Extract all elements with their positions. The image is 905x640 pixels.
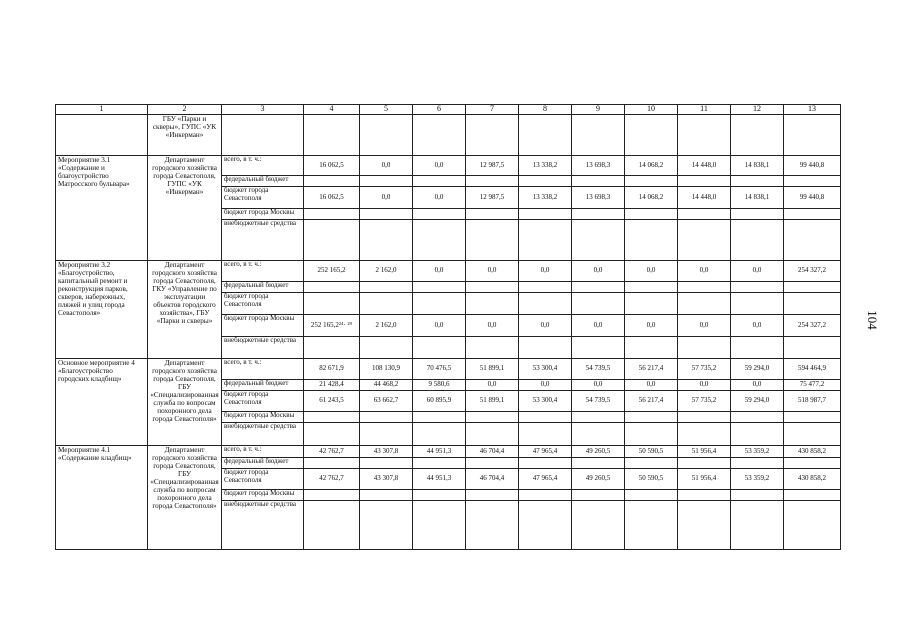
value-cell [731, 423, 784, 446]
value-cell: 43 307,8 [360, 469, 413, 490]
value-cell: 12 987,5 [466, 156, 519, 176]
value-cell: 49 260,5 [572, 469, 625, 490]
value-cell [678, 423, 731, 446]
value-cell: 42 762,7 [304, 446, 360, 458]
value-cell: 14 068,2 [625, 187, 678, 209]
value-cell [360, 490, 413, 501]
executor-cell: Департамент городского хозяйства города Севастополя, ГКУ «Управление по эксплуатации объектов городского хозяйства», ГБУ «Парки и скверы» [148, 261, 222, 359]
budget-table [55, 104, 841, 550]
value-cell [678, 220, 731, 261]
value-cell [625, 490, 678, 501]
executor-cell: Департамент городского хозяйства города Севастополя, ГБУ «Специализированная служба по вопросам похоронного дела города Севастополя» [148, 446, 222, 550]
funding-source-label: бюджет города Москвы [222, 490, 304, 501]
value-cell: 53 359,2 [731, 446, 784, 458]
funding-source-label: федеральный бюджет [222, 380, 304, 391]
value-cell: 14 068,2 [625, 156, 678, 176]
value-cell [304, 501, 360, 550]
value-cell [304, 293, 360, 315]
value-cell [784, 501, 841, 550]
value-cell: 0,0 [466, 261, 519, 282]
value-cell: 0,0 [519, 261, 572, 282]
value-cell [304, 337, 360, 359]
header-row [56, 105, 841, 115]
value-cell [784, 282, 841, 293]
value-cell: 430 858,2 [784, 469, 841, 490]
value-cell: 0,0 [466, 315, 519, 337]
value-cell: 14 448,0 [678, 187, 731, 209]
measure-name-cell: Мероприятие 4.1 «Содержание кладбищ» [56, 446, 148, 550]
value-cell: 0,0 [678, 380, 731, 391]
value-cell: 53 300,4 [519, 359, 572, 380]
value-cell [678, 282, 731, 293]
value-cell [413, 293, 466, 315]
value-cell [304, 412, 360, 423]
value-cell [304, 423, 360, 446]
value-cell: 0,0 [413, 187, 466, 209]
header-col-8: 8 [519, 105, 572, 115]
value-cell [625, 501, 678, 550]
value-cell [625, 220, 678, 261]
value-cell [784, 209, 841, 220]
value-cell [678, 293, 731, 315]
value-cell: 14 838,1 [731, 156, 784, 176]
funding-source-label: бюджет города Севастополя [222, 293, 304, 315]
table-row [56, 261, 841, 282]
value-cell: 2 162,0 [360, 315, 413, 337]
value-cell: 0,0 [731, 315, 784, 337]
header-col-13: 13 [784, 105, 841, 115]
value-cell: 99 440,8 [784, 187, 841, 209]
value-cell [360, 337, 413, 359]
table-row [56, 156, 841, 176]
measure-name-cell: Основное мероприятие 4 «Благоустройство городских кладбищ» [56, 359, 148, 446]
value-cell [731, 490, 784, 501]
value-cell [466, 176, 519, 187]
value-cell [519, 490, 572, 501]
value-cell [413, 337, 466, 359]
value-cell [519, 412, 572, 423]
value-cell: 254 327,2 [784, 315, 841, 337]
value-cell [572, 458, 625, 469]
value-cell [519, 337, 572, 359]
value-cell [731, 209, 784, 220]
value-cell: 50 590,5 [625, 446, 678, 458]
value-cell [304, 458, 360, 469]
value-cell: 108 130,9 [360, 359, 413, 380]
page-number: 104 [864, 310, 880, 330]
value-cell [784, 220, 841, 261]
value-cell [731, 337, 784, 359]
value-cell: 0,0 [413, 261, 466, 282]
header-col-5: 5 [360, 105, 413, 115]
funding-source-label: внебюджетные средства [222, 220, 304, 261]
value-cell [360, 423, 413, 446]
value-cell [360, 176, 413, 187]
funding-source-label: бюджет города Москвы [222, 315, 304, 337]
value-cell [784, 293, 841, 315]
value-cell: 0,0 [413, 156, 466, 176]
value-cell [519, 501, 572, 550]
executor-cell: Департамент городского хозяйства города Севастополя, ГУПС «УК «Инкерман» [148, 156, 222, 261]
value-cell: 21 428,4 [304, 380, 360, 391]
value-cell: 0,0 [678, 261, 731, 282]
table-row [56, 446, 841, 458]
value-cell: 0,0 [360, 187, 413, 209]
value-cell: 50 590,5 [625, 469, 678, 490]
value-cell [784, 423, 841, 446]
value-cell [625, 176, 678, 187]
funding-source-label: бюджет города Севастополя [222, 391, 304, 412]
value-cell: 54 739,5 [572, 359, 625, 380]
value-cell [678, 490, 731, 501]
value-cell [572, 209, 625, 220]
value-cell [360, 412, 413, 423]
value-cell: 56 217,4 [625, 359, 678, 380]
value-cell: 0,0 [625, 261, 678, 282]
header-col-7: 7 [466, 105, 519, 115]
value-cell [572, 282, 625, 293]
value-cell: 61 243,5 [304, 391, 360, 412]
value-cell [678, 458, 731, 469]
value-cell [678, 209, 731, 220]
value-cell: 46 704,4 [466, 469, 519, 490]
value-cell: 0,0 [572, 261, 625, 282]
value-cell [413, 423, 466, 446]
value-cell [784, 412, 841, 423]
value-cell: 43 307,8 [360, 446, 413, 458]
value-cell: 0,0 [413, 315, 466, 337]
value-cell [466, 423, 519, 446]
value-cell: 75 477,2 [784, 380, 841, 391]
table-row [56, 359, 841, 380]
value-cell: 14 448,0 [678, 156, 731, 176]
value-cell: 49 260,5 [572, 446, 625, 458]
value-cell [466, 412, 519, 423]
value-cell: 51 956,4 [678, 446, 731, 458]
value-cell [413, 490, 466, 501]
value-cell [519, 423, 572, 446]
value-cell [678, 501, 731, 550]
value-cell: 518 987,7 [784, 391, 841, 412]
value-cell [360, 458, 413, 469]
value-cell: 252 165,2 [304, 261, 360, 282]
value-cell: 594 464,9 [784, 359, 841, 380]
header-col-11: 11 [678, 105, 731, 115]
funding-source-label: бюджет города Севастополя [222, 469, 304, 490]
value-cell [731, 412, 784, 423]
value-cell: 44 951,3 [413, 469, 466, 490]
value-cell [519, 176, 572, 187]
value-cell: 59 294,0 [731, 359, 784, 380]
value-cell [360, 293, 413, 315]
value-cell: 0,0 [519, 380, 572, 391]
header-col-12: 12 [731, 105, 784, 115]
value-cell [678, 412, 731, 423]
value-cell [304, 176, 360, 187]
measure-name-cell: Мероприятие 3.1 «Содержание и благоустройство Матросского бульвара» [56, 156, 148, 261]
value-cell [625, 209, 678, 220]
value-cell [625, 412, 678, 423]
value-cell: 51 899,1 [466, 391, 519, 412]
header-col-1: 1 [56, 105, 148, 115]
funding-source-label: всего, в т. ч.: [222, 156, 304, 176]
value-cell [304, 220, 360, 261]
value-cell: 54 739,5 [572, 391, 625, 412]
value-cell [413, 458, 466, 469]
value-cell [678, 337, 731, 359]
value-cell [413, 282, 466, 293]
value-cell [784, 176, 841, 187]
value-cell: 0,0 [731, 380, 784, 391]
value-cell: 0,0 [625, 380, 678, 391]
value-cell [413, 220, 466, 261]
value-cell: 56 217,4 [625, 391, 678, 412]
header-col-2: 2 [148, 105, 222, 115]
value-cell [466, 282, 519, 293]
value-cell: 13 698,3 [572, 187, 625, 209]
value-cell [731, 293, 784, 315]
value-cell [519, 293, 572, 315]
value-cell: 46 704,4 [466, 446, 519, 458]
funding-source-label: всего, в т. ч.: [222, 261, 304, 282]
value-cell [304, 490, 360, 501]
value-cell: 47 965,4 [519, 446, 572, 458]
value-cell [572, 490, 625, 501]
value-cell [360, 282, 413, 293]
funding-source-label: федеральный бюджет [222, 282, 304, 293]
value-cell: 0,0 [678, 315, 731, 337]
value-cell [678, 176, 731, 187]
value-cell [466, 293, 519, 315]
value-cell [625, 423, 678, 446]
table-body [56, 105, 841, 550]
value-cell [572, 501, 625, 550]
funding-source-label: всего, в т. ч.: [222, 446, 304, 458]
value-cell: 60 895,9 [413, 391, 466, 412]
executor-cell: Департамент городского хозяйства города Севастополя, ГБУ «Специализированная служба по вопросам похоронного дела города Севастополя» [148, 359, 222, 446]
header-col-6: 6 [413, 105, 466, 115]
value-cell: 0,0 [572, 315, 625, 337]
value-cell: 0,0 [625, 315, 678, 337]
value-cell [572, 220, 625, 261]
value-cell [360, 220, 413, 261]
value-cell: 47 965,4 [519, 469, 572, 490]
value-cell [413, 501, 466, 550]
value-cell [572, 176, 625, 187]
value-cell: 16 062,5 [304, 187, 360, 209]
value-cell [572, 412, 625, 423]
value-cell: 9 580,6 [413, 380, 466, 391]
value-cell [466, 458, 519, 469]
value-cell [731, 458, 784, 469]
value-cell: 16 062,5 [304, 156, 360, 176]
value-cell [784, 337, 841, 359]
value-cell [413, 412, 466, 423]
value-cell [360, 501, 413, 550]
continuation-row [56, 115, 841, 156]
funding-source-label: бюджет города Севастополя [222, 187, 304, 209]
value-cell [572, 423, 625, 446]
funding-source-label: всего, в т. ч.: [222, 359, 304, 380]
value-cell: 252 165,2²⁴· ²⁹ [304, 315, 360, 337]
value-cell [519, 220, 572, 261]
value-cell [304, 282, 360, 293]
value-cell [413, 176, 466, 187]
value-cell: 57 735,2 [678, 391, 731, 412]
value-cell [519, 458, 572, 469]
value-cell: 42 762,7 [304, 469, 360, 490]
funding-source-label: федеральный бюджет [222, 176, 304, 187]
value-cell [519, 209, 572, 220]
value-cell: 82 671,9 [304, 359, 360, 380]
value-cell [625, 293, 678, 315]
header-col-10: 10 [625, 105, 678, 115]
value-cell: 13 338,2 [519, 156, 572, 176]
value-cell: 51 956,4 [678, 469, 731, 490]
value-cell [360, 209, 413, 220]
value-cell [731, 176, 784, 187]
value-cell [784, 458, 841, 469]
funding-source-label: бюджет города Москвы [222, 209, 304, 220]
value-cell [731, 282, 784, 293]
value-cell [784, 490, 841, 501]
value-cell [572, 293, 625, 315]
value-cell [625, 337, 678, 359]
value-cell: 0,0 [466, 380, 519, 391]
value-cell: 430 858,2 [784, 446, 841, 458]
measure-name-cell: Мероприятие 3.2 «Благоустройство, капитальный ремонт и реконструкция парков, скверов, набережных, пляжей и улиц города Севастополя» [56, 261, 148, 359]
value-cell: 0,0 [731, 261, 784, 282]
value-cell [572, 337, 625, 359]
value-cell: 63 662,7 [360, 391, 413, 412]
value-cell: 13 338,2 [519, 187, 572, 209]
value-cell: 13 698,3 [572, 156, 625, 176]
value-cell: 0,0 [572, 380, 625, 391]
header-col-4: 4 [304, 105, 360, 115]
header-col-3: 3 [222, 105, 304, 115]
value-cell [466, 220, 519, 261]
value-cell [466, 209, 519, 220]
value-cell [731, 501, 784, 550]
value-cell: 53 359,2 [731, 469, 784, 490]
header-col-9: 9 [572, 105, 625, 115]
value-cell: 0,0 [360, 156, 413, 176]
value-cell: 14 838,1 [731, 187, 784, 209]
funding-source-label: внебюджетные средства [222, 423, 304, 446]
value-cell: 0,0 [519, 315, 572, 337]
value-cell [731, 220, 784, 261]
value-cell: 51 899,1 [466, 359, 519, 380]
value-cell [466, 337, 519, 359]
value-cell [625, 458, 678, 469]
value-cell: 59 294,0 [731, 391, 784, 412]
funding-source-label: бюджет города Москвы [222, 412, 304, 423]
value-cell: 44 468,2 [360, 380, 413, 391]
value-cell: 57 735,2 [678, 359, 731, 380]
funding-source-label: внебюджетные средства [222, 337, 304, 359]
value-cell [413, 209, 466, 220]
value-cell: 254 327,2 [784, 261, 841, 282]
value-cell [519, 282, 572, 293]
funding-source-label: федеральный бюджет [222, 458, 304, 469]
value-cell: 53 300,4 [519, 391, 572, 412]
value-cell: 44 951,3 [413, 446, 466, 458]
value-cell: 2 162,0 [360, 261, 413, 282]
continuation-name-cell [56, 115, 148, 156]
value-cell: 12 987,5 [466, 187, 519, 209]
value-cell [466, 490, 519, 501]
value-cell [625, 282, 678, 293]
value-cell [466, 501, 519, 550]
value-cell [304, 209, 360, 220]
continuation-executor-cell: ГБУ «Парки и скверы», ГУПС «УК «Инкерман» [148, 115, 222, 156]
value-cell: 99 440,8 [784, 156, 841, 176]
funding-source-label: внебюджетные средства [222, 501, 304, 550]
value-cell: 70 476,5 [413, 359, 466, 380]
